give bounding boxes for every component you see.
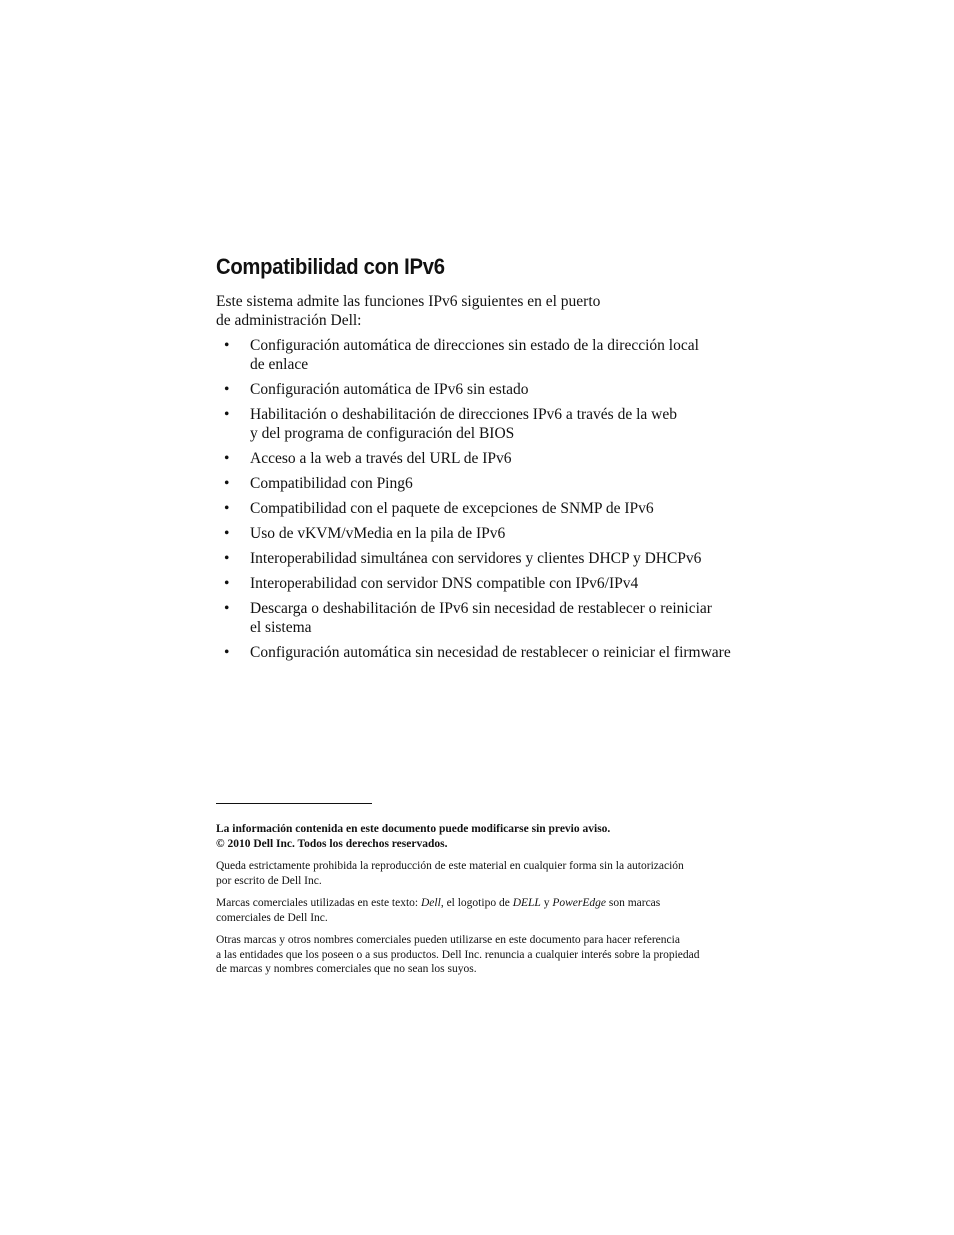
list-item xyxy=(216,336,746,374)
list-item-line-1: Configuración automática de direcciones sin estado de la dirección local xyxy=(250,337,699,354)
intro-line-1: Este sistema admite las funciones IPv6 siguientes en el puerto xyxy=(216,293,601,310)
bullet-icon: • xyxy=(224,644,230,661)
list-item-line-1: Compatibilidad con Ping6 xyxy=(250,475,413,492)
list-item xyxy=(216,574,746,593)
trademarks-post: son marcas xyxy=(605,897,661,909)
copyright-line: © 2010 Dell Inc. Todos los derechos reservados. xyxy=(216,837,448,850)
other-line-3: de marcas y nombres comerciales que no sean los suyos. xyxy=(216,963,477,975)
list-item-line-1: Configuración automática sin necesidad de restablecer o reiniciar el firmware xyxy=(250,644,731,661)
notice-paragraph xyxy=(216,822,741,851)
other-trademarks-paragraph xyxy=(216,933,741,977)
bullet-icon: • xyxy=(224,500,230,517)
reproduction-line-2: por escrito de Dell Inc. xyxy=(216,874,322,887)
trademark-dell: Dell xyxy=(421,897,441,909)
list-item-line-1: Uso de vKVM/vMedia en la pila de IPv6 xyxy=(250,525,506,542)
list-item xyxy=(216,499,746,518)
bullet-icon: • xyxy=(224,450,230,467)
list-item-line-1: Configuración automática de IPv6 sin estado xyxy=(250,381,529,398)
notice-line-1: La información contenida en este documento puede modificarse sin previo aviso. xyxy=(216,823,611,835)
list-item-line-2: el sistema xyxy=(250,619,312,636)
list-item-line-1: Descarga o deshabilitación de IPv6 sin necesidad de restablecer o reiniciar xyxy=(250,600,712,617)
other-line-2: a las entidades que los poseen o a sus productos. Dell Inc. renuncia a cualquier interés sobre la propiedad xyxy=(216,948,700,961)
trademarks-line-2: comerciales de Dell Inc. xyxy=(216,911,328,924)
reproduction-line-1: Queda estrictamente prohibida la reproducción de este material en cualquier forma sin la autorización xyxy=(216,860,684,872)
trademarks-mid-1: , el logotipo de xyxy=(440,897,513,909)
list-item xyxy=(216,474,746,493)
bullet-icon: • xyxy=(224,406,230,423)
list-item xyxy=(216,524,746,543)
list-item xyxy=(216,449,746,468)
list-item-line-2: de enlace xyxy=(250,356,309,373)
bullet-icon: • xyxy=(224,381,230,398)
list-item xyxy=(216,380,746,399)
reproduction-paragraph xyxy=(216,859,741,888)
trademarks-paragraph xyxy=(216,896,741,925)
bullet-icon: • xyxy=(224,475,230,492)
trademark-dell-logo: DELL xyxy=(512,897,541,909)
trademarks-pre: Marcas comerciales utilizadas en este texto: xyxy=(216,897,421,909)
feature-list xyxy=(216,336,746,662)
trademark-poweredge: PowerEdge xyxy=(552,897,606,909)
other-line-1: Otras marcas y otros nombres comerciales pueden utilizarse en este documento para hacer referencia xyxy=(216,934,680,946)
bullet-icon: • xyxy=(224,525,230,542)
section-ipv6 xyxy=(216,254,746,668)
page-title: Compatibilidad con IPv6 xyxy=(216,254,445,279)
intro-line-2: de administración Dell: xyxy=(216,312,362,329)
trademarks-mid-2: y xyxy=(540,897,553,909)
list-item-line-1: Compatibilidad con el paquete de excepciones de SNMP de IPv6 xyxy=(250,500,654,517)
list-item-line-1: Acceso a la web a través del URL de IPv6 xyxy=(250,450,512,467)
bullet-icon: • xyxy=(224,550,230,567)
list-item xyxy=(216,643,746,662)
bullet-icon: • xyxy=(224,337,230,354)
intro-paragraph xyxy=(216,292,626,330)
list-item-line-2: y del programa de configuración del BIOS xyxy=(250,425,515,442)
list-item xyxy=(216,549,746,568)
list-item-line-1: Interoperabilidad simultánea con servidores y clientes DHCP y DHCPv6 xyxy=(250,550,702,567)
bullet-icon: • xyxy=(224,575,230,592)
bullet-icon: • xyxy=(224,600,230,617)
footer-divider xyxy=(216,803,372,804)
list-item-line-1: Habilitación o deshabilitación de direcciones IPv6 a través de la web xyxy=(250,406,677,423)
list-item-line-1: Interoperabilidad con servidor DNS compatible con IPv6/IPv4 xyxy=(250,575,639,592)
list-item xyxy=(216,599,746,637)
list-item xyxy=(216,405,746,443)
legal-footer xyxy=(216,803,741,985)
